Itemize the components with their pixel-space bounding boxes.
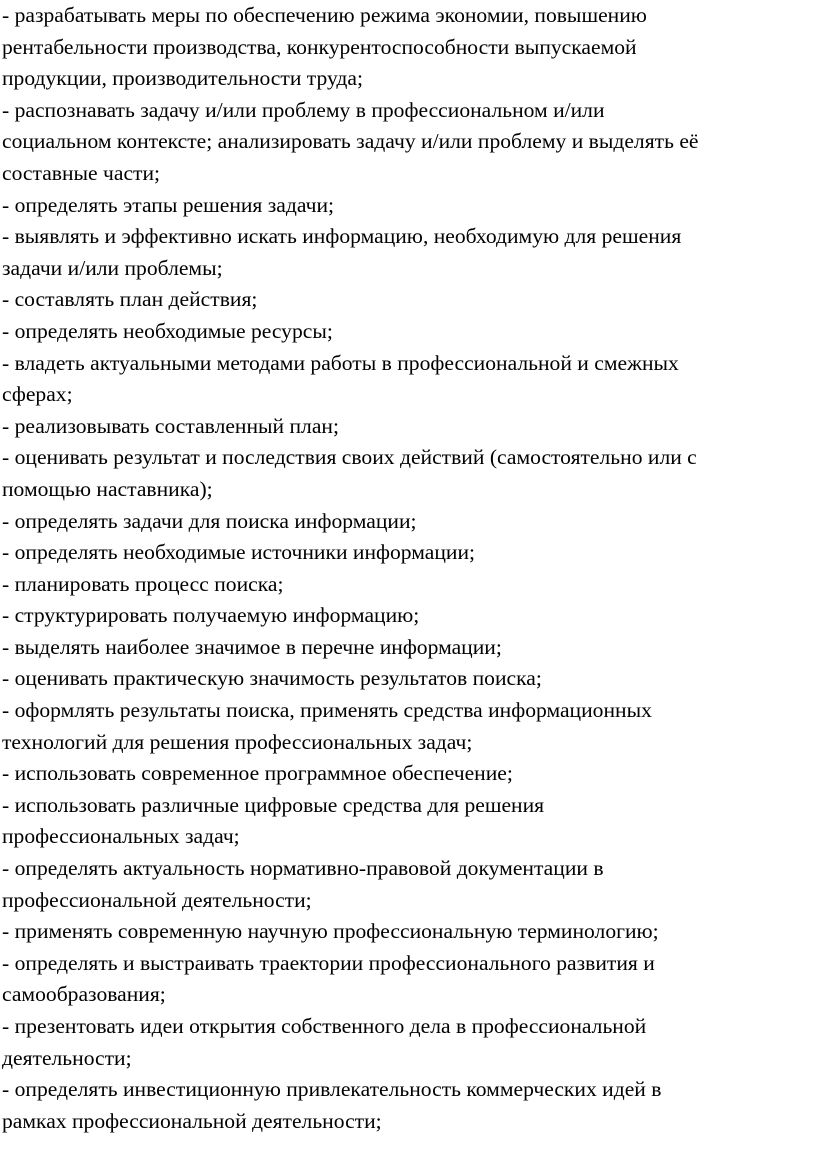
text-line: - определять необходимые ресурсы; — [2, 318, 333, 343]
text-line: задачи и/или проблемы; — [2, 255, 223, 280]
text-line: - разрабатывать меры по обеспечению режима экономии, повышению — [2, 3, 647, 27]
text-line: технологий для решения профессиональных задач; — [2, 729, 473, 754]
text-line: - выявлять и эффективно искать информацию, необходимую для решения — [2, 224, 682, 249]
text-line: - оценивать практическую значимость результатов поиска; — [2, 666, 542, 691]
text-line: - определять необходимые источники информации; — [2, 540, 476, 565]
text-line: - презентовать идеи открытия собственного дела в профессиональной — [2, 1014, 647, 1038]
text-line: - реализовывать составленный план; — [2, 413, 339, 438]
skills-list — [2, 0, 814, 1137]
text-line: - определять актуальность нормативно-правовой документации в — [2, 856, 604, 881]
text-line: - распознавать задачу и/или проблему в профессиональном и/или — [2, 97, 605, 122]
text-line: - применять современную научную профессиональную терминологию; — [2, 919, 659, 944]
text-line: - определять этапы решения задачи; — [2, 192, 335, 217]
text-line: составные части; — [2, 160, 161, 185]
text-line: - оформлять результаты поиска, применять средства информационных — [2, 698, 652, 723]
text-line: помощью наставника); — [2, 476, 213, 501]
text-line: - оценивать результат и последствия своих действий (самостоятельно или с — [2, 445, 697, 470]
text-line: деятельности; — [2, 1045, 132, 1070]
text-line: профессиональных задач; — [2, 824, 240, 849]
text-line: - составлять план действия; — [2, 287, 258, 312]
text-line: рамках профессиональной деятельности; — [2, 1108, 382, 1133]
text-line: самообразования; — [2, 982, 166, 1007]
text-line: - использовать различные цифровые средства для решения — [2, 792, 545, 817]
text-line: - владеть актуальными методами работы в профессиональной и смежных — [2, 350, 679, 375]
text-line: профессиональной деятельности; — [2, 887, 312, 912]
text-line: продукции, производительности труда; — [2, 66, 363, 91]
text-line: - определять инвестиционную привлекательность коммерческих идей в — [2, 1077, 662, 1102]
text-line: - определять и выстраивать траектории профессионального развития и — [2, 950, 655, 975]
text-line: социальном контексте; анализировать задачу и/или проблему и выделять её — [2, 129, 699, 154]
text-line: - определять задачи для поиска информации; — [2, 508, 417, 533]
text-line: рентабельности производства, конкурентоспособности выпускаемой — [2, 34, 637, 59]
text-line: - планировать процесс поиска; — [2, 571, 284, 596]
text-line: - выделять наиболее значимое в перечне информации; — [2, 634, 502, 659]
text-line: - использовать современное программное обеспечение; — [2, 761, 513, 786]
text-line: сферах; — [2, 382, 73, 407]
text-line: - структурировать получаемую информацию; — [2, 603, 420, 628]
